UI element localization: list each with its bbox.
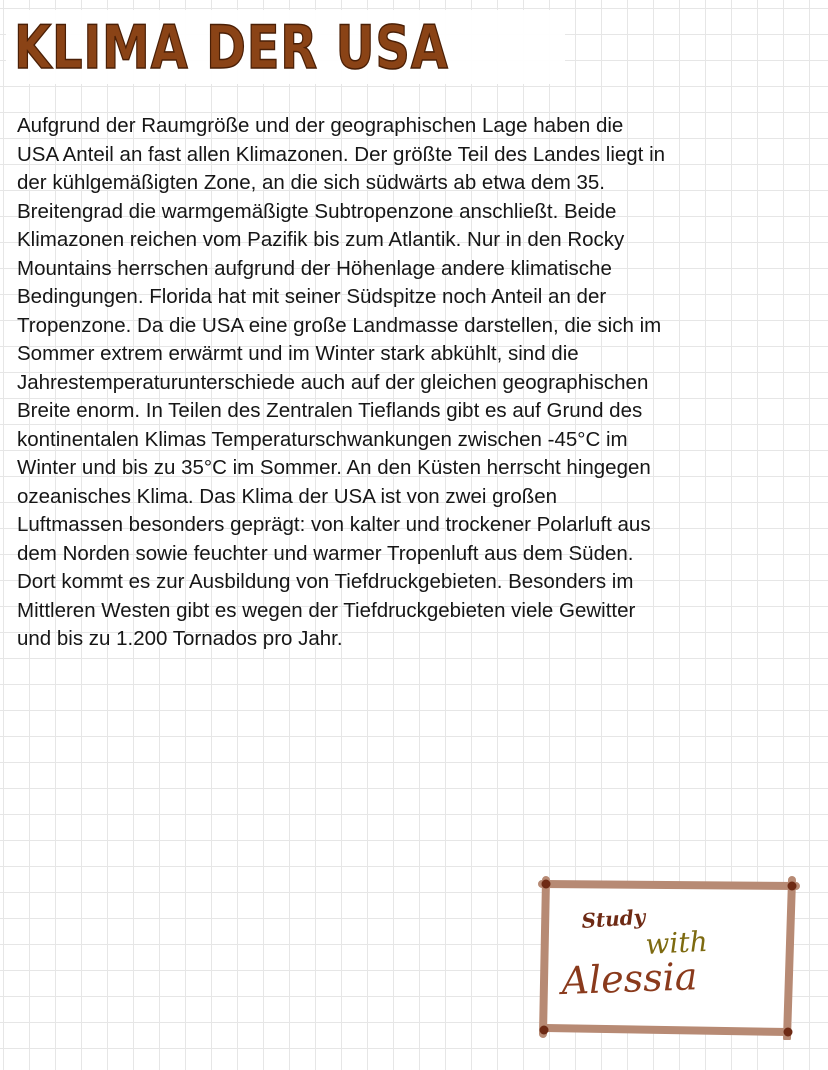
paragraph-line: Dort kommt es zur Ausbildung von Tiefdruckgebieten. Besonders im — [17, 570, 634, 593]
paragraph-line: Tropenzone. Da die USA eine große Landmasse darstellen, die sich im — [17, 313, 662, 337]
page-title: KLIMA DER USA — [14, 13, 449, 83]
paragraph-line: Bedingungen. Florida hat mit seiner Südspitze noch Anteil an der — [17, 285, 607, 308]
climate-paragraph — [17, 112, 817, 654]
signature-with: with — [644, 924, 709, 961]
signature-study: Study — [580, 904, 647, 933]
paragraph-line: der kühlgemäßigten Zone, an die sich südwärts ab etwa dem 35. — [17, 171, 605, 194]
paragraph-line: dem Norden sowie feuchter und warmer Tropenluft aus dem Süden. — [17, 541, 634, 565]
paragraph-line: Jahrestemperaturunterschiede auch auf der gleichen geographischen — [17, 370, 649, 394]
paragraph-line: kontinentalen Klimas Temperaturschwankungen zwischen -45°C im — [17, 427, 628, 451]
study-with-alessia-stamp — [532, 870, 808, 1040]
signature-alessia: Alessia — [560, 954, 699, 1003]
paragraph-line: Klimazonen reichen vom Pazifik bis zum Atlantik. Nur in den Rocky — [17, 228, 625, 251]
paragraph-line: Mittleren Westen gibt es wegen der Tiefdruckgebieten viele Gewitter — [17, 598, 636, 622]
paragraph-line: Breitengrad die warmgemäßigte Subtropenzone anschließt. Beide — [17, 199, 617, 223]
paragraph-line: Mountains herrschen aufgrund der Höhenlage andere klimatische — [17, 256, 612, 280]
paragraph-line: ozeanisches Klima. Das Klima der USA ist von zwei großen — [17, 484, 558, 508]
paragraph-line: USA Anteil an fast allen Klimazonen. Der größte Teil des Landes liegt in — [17, 142, 666, 166]
paragraph-line: Breite enorm. In Teilen des Zentralen Tieflands gibt es auf Grund des — [17, 399, 643, 422]
paragraph-line: und bis zu 1.200 Tornados pro Jahr. — [17, 627, 343, 650]
paragraph-line: Sommer extrem erwärmt und im Winter stark abkühlt, sind die — [17, 342, 579, 365]
title-banner — [6, 10, 565, 84]
paragraph-line: Winter und bis zu 35°C im Sommer. An den Küsten herrscht hingegen — [17, 456, 651, 479]
paragraph-line: Luftmassen besonders geprägt: von kalter und trockener Polarluft aus — [17, 513, 651, 536]
paragraph-line: Aufgrund der Raumgröße und der geographischen Lage haben die — [17, 114, 624, 137]
